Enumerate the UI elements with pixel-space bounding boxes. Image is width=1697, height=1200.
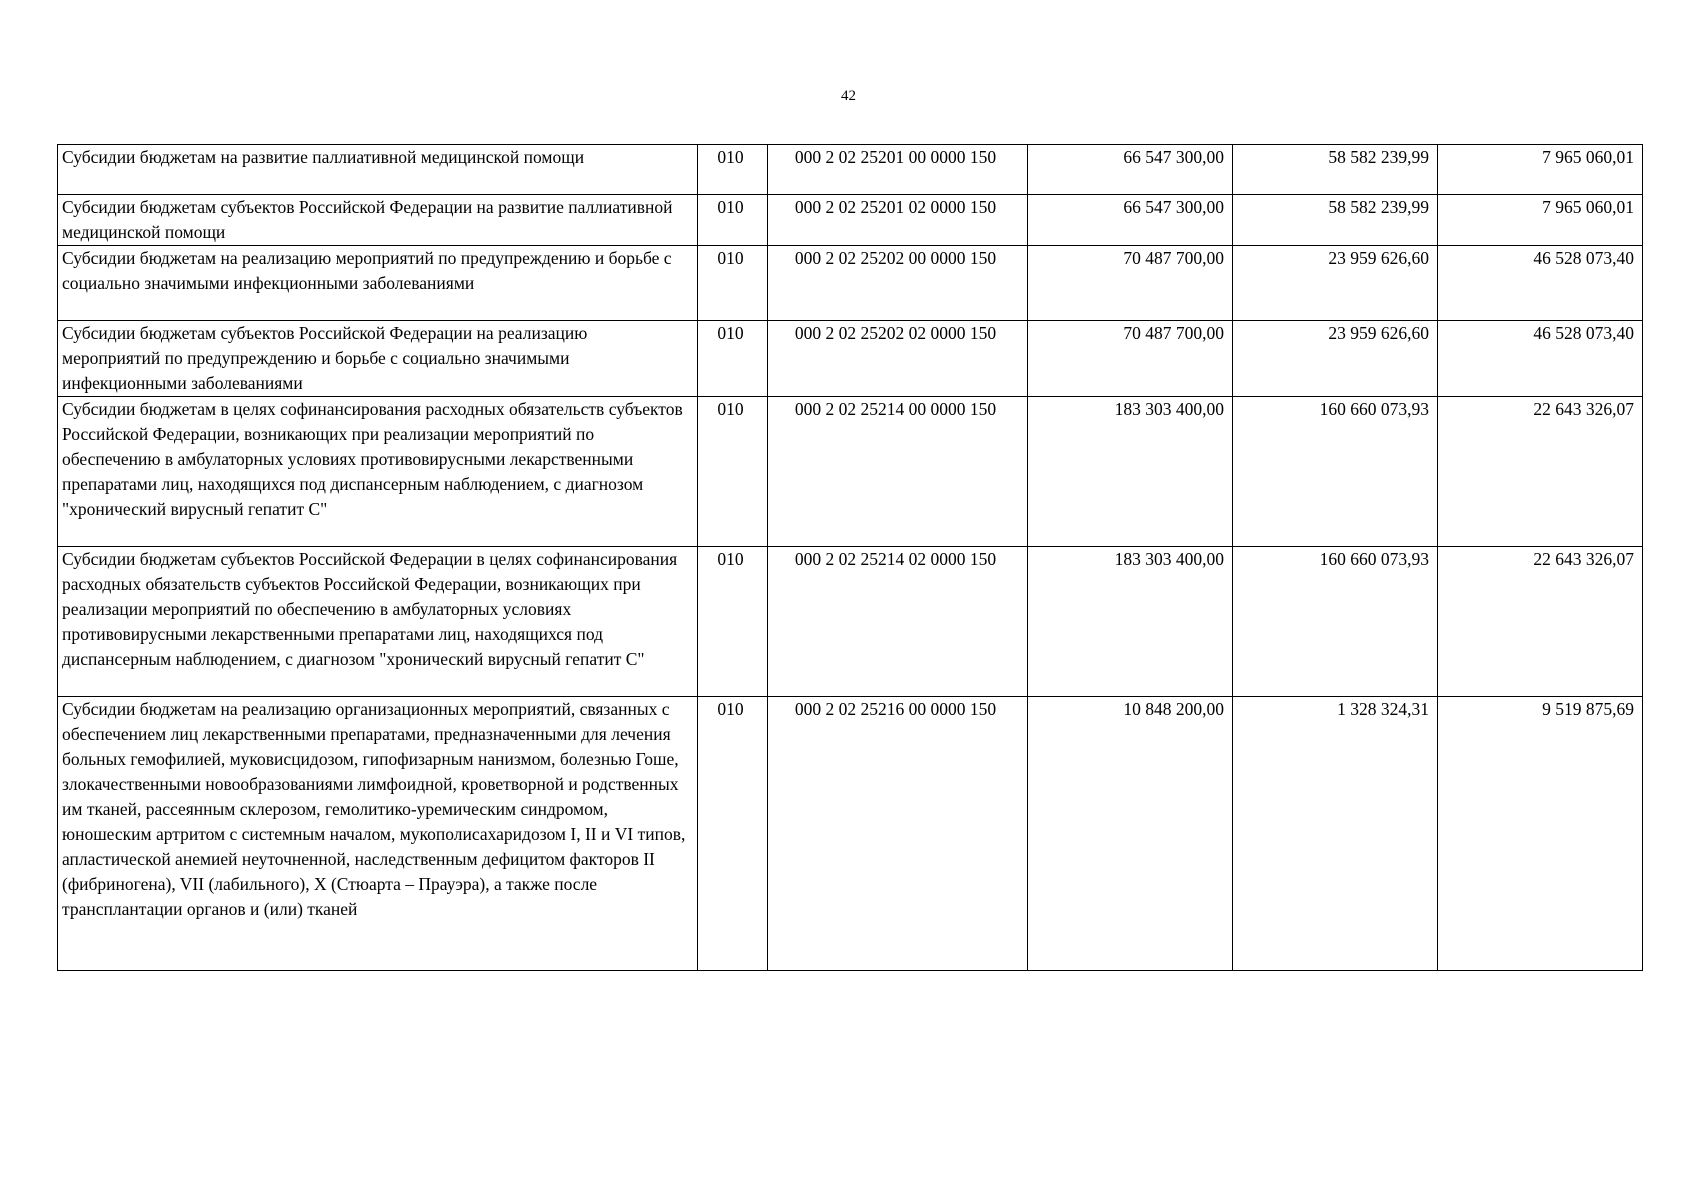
row-remainder-amount: 7 965 060,01 [1438,145,1643,195]
row-name: Субсидии бюджетам субъектов Российской Федерации на развитие паллиативной медицинской помощи [58,195,698,246]
row-remainder-amount: 46 528 073,40 [1438,246,1643,321]
row-admin-code: 010 [698,145,768,195]
row-budget-code: 000 2 02 25202 02 0000 150 [768,321,1028,397]
row-budget-code: 000 2 02 25201 02 0000 150 [768,195,1028,246]
row-budget-code: 000 2 02 25216 00 0000 150 [768,697,1028,971]
table-row [58,697,1643,971]
row-executed-amount: 58 582 239,99 [1233,145,1438,195]
row-name: Субсидии бюджетам субъектов Российской Федерации на реализацию мероприятий по предупреждению и борьбе с социально значимыми инфекционными заболеваниями [58,321,698,397]
row-budget-code: 000 2 02 25214 02 0000 150 [768,547,1028,697]
row-name: Субсидии бюджетам на развитие паллиативной медицинской помощи [58,145,698,195]
row-budget-code: 000 2 02 25202 00 0000 150 [768,246,1028,321]
row-admin-code: 010 [698,547,768,697]
table-row [58,321,1643,397]
row-remainder-amount: 9 519 875,69 [1438,697,1643,971]
row-remainder-amount: 7 965 060,01 [1438,195,1643,246]
row-plan-amount: 183 303 400,00 [1028,397,1233,547]
row-remainder-amount: 22 643 326,07 [1438,547,1643,697]
row-name: Субсидии бюджетам субъектов Российской Федерации в целях софинансирования расходных обязательств субъектов Российской Федерации, возникающих при реализации мероприятий по обеспечению в амбулаторных условиях противовирусными лекарственными препаратами лиц, находящихся под диспансерным наблюдением, с диагнозом "хронический вирусный гепатит С" [58,547,698,697]
table-row [58,145,1643,195]
row-admin-code: 010 [698,246,768,321]
table-row [58,195,1643,246]
row-admin-code: 010 [698,397,768,547]
row-admin-code: 010 [698,697,768,971]
row-budget-code: 000 2 02 25214 00 0000 150 [768,397,1028,547]
table-row [58,397,1643,547]
row-name: Субсидии бюджетам на реализацию организационных мероприятий, связанных с обеспечением лиц лекарственными препаратами, предназначенными для лечения больных гемофилией, муковисцидозом, гипофизарным нанизмом, болезнью Гоше, злокачественными новообразованиями лимфоидной, кроветворной и родственных им тканей, рассеянным склерозом, гемолитико-уремическим синдромом, юношеским артритом с системным началом, мукополисахаридозом I, II и VI типов, апластической анемией неуточненной, наследственным дефицитом факторов II (фибриногена), VII (лабильного), X (Стюарта – Прауэра), а также после трансплантации органов и (или) тканей [58,697,698,971]
row-executed-amount: 58 582 239,99 [1233,195,1438,246]
row-budget-code: 000 2 02 25201 00 0000 150 [768,145,1028,195]
row-name: Субсидии бюджетам в целях софинансирования расходных обязательств субъектов Российской Федерации, возникающих при реализации мероприятий по обеспечению в амбулаторных условиях противовирусными лекарственными препаратами лиц, находящихся под диспансерным наблюдением, с диагнозом "хронический вирусный гепатит С" [58,397,698,547]
row-name: Субсидии бюджетам на реализацию мероприятий по предупреждению и борьбе с социально значимыми инфекционными заболеваниями [58,246,698,321]
row-executed-amount: 160 660 073,93 [1233,397,1438,547]
row-admin-code: 010 [698,321,768,397]
row-executed-amount: 23 959 626,60 [1233,246,1438,321]
row-plan-amount: 183 303 400,00 [1028,547,1233,697]
row-plan-amount: 70 487 700,00 [1028,321,1233,397]
row-plan-amount: 66 547 300,00 [1028,145,1233,195]
row-plan-amount: 70 487 700,00 [1028,246,1233,321]
row-executed-amount: 1 328 324,31 [1233,697,1438,971]
row-remainder-amount: 22 643 326,07 [1438,397,1643,547]
row-admin-code: 010 [698,195,768,246]
budget-table [57,144,1643,971]
row-plan-amount: 10 848 200,00 [1028,697,1233,971]
table-row [58,246,1643,321]
row-executed-amount: 23 959 626,60 [1233,321,1438,397]
row-plan-amount: 66 547 300,00 [1028,195,1233,246]
table-row [58,547,1643,697]
row-executed-amount: 160 660 073,93 [1233,547,1438,697]
page-number: 42 [841,88,856,104]
row-remainder-amount: 46 528 073,40 [1438,321,1643,397]
